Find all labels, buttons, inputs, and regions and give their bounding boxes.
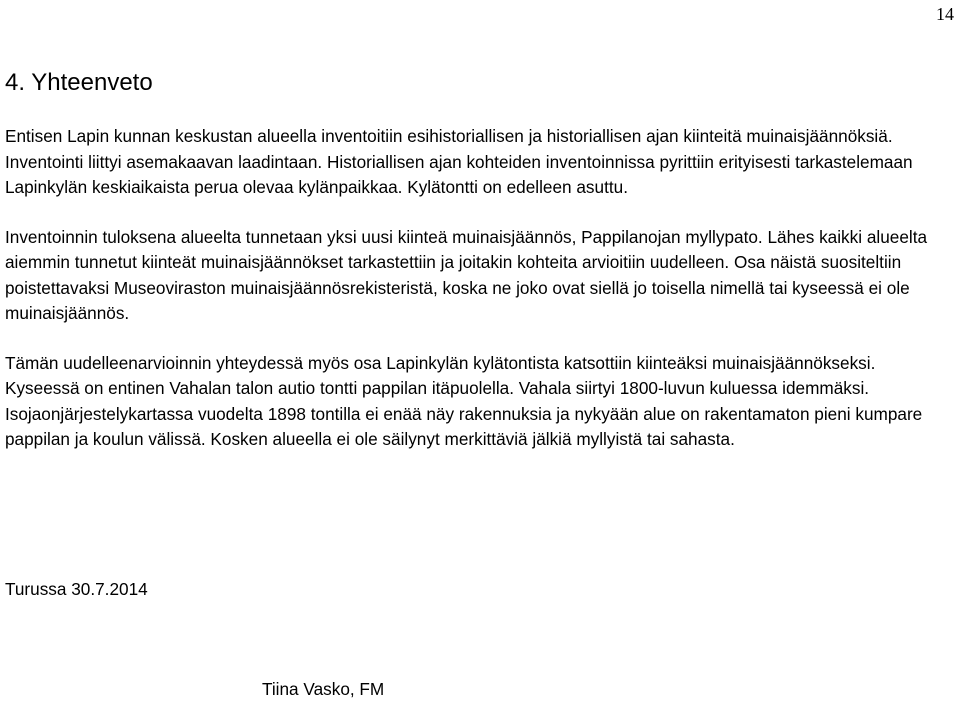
signature: Tiina Vasko, FM [262, 679, 385, 699]
place-and-date: Turussa 30.7.2014 [5, 579, 148, 599]
paragraph-3: Tämän uudelleenarvioinnin yhteydessä myös osa Lapinkylän kylätontista katsottiin kiinteäksi muinaisjäännökseksi. Kyseessä on entinen Vahalan talon autio tontti pappilan itäpuolella. Vahala siirtyi 1800-luvun kuluessa idemmäksi. Isojaonjärjestelykartassa vuodelta 1898 tontilla ei enää näy rakennuksia ja nykyään alue on rakentamaton pieni kumpare pappilan ja koulun välissä. Kosken alueella ei ole säilynyt merkittäviä jälkiä myllyistä tai sahasta. [5, 352, 923, 449]
section-heading: 4. Yhteenveto [5, 69, 153, 96]
paragraph-1: Entisen Lapin kunnan keskustan alueella inventoitiin esihistoriallisen ja historiallisen ajan kiinteitä muinaisjäännöksiä. Inventointi liittyi asemakaavan laadintaan. Historiallisen ajan kohteiden inventoinnissa pyrittiin erityisesti tarkastelemaan Lapinkylän keskiaikaista perua olevaa kylänpaikkaa. Kylätontti on edelleen asuttu. [5, 126, 913, 197]
page-number: 14 [936, 4, 954, 24]
summary-body [5, 124, 950, 453]
paragraph-2: Inventoinnin tuloksena alueelta tunnetaan yksi uusi kiinteä muinaisjäännös, Pappilanojan myllypato. Lähes kaikki alueelta aiemmin tunnetut kiinteät muinaisjäännökset tarkastettiin ja joitakin kohteita arvioitiin uudelleen. Osa näistä suositeltiin poistettavaksi Museoviraston muinaisjäännösrekisteristä, koska ne joko ovat siellä jo toisella nimellä tai kyseessä ei ole muinaisjäännös. [5, 226, 928, 323]
